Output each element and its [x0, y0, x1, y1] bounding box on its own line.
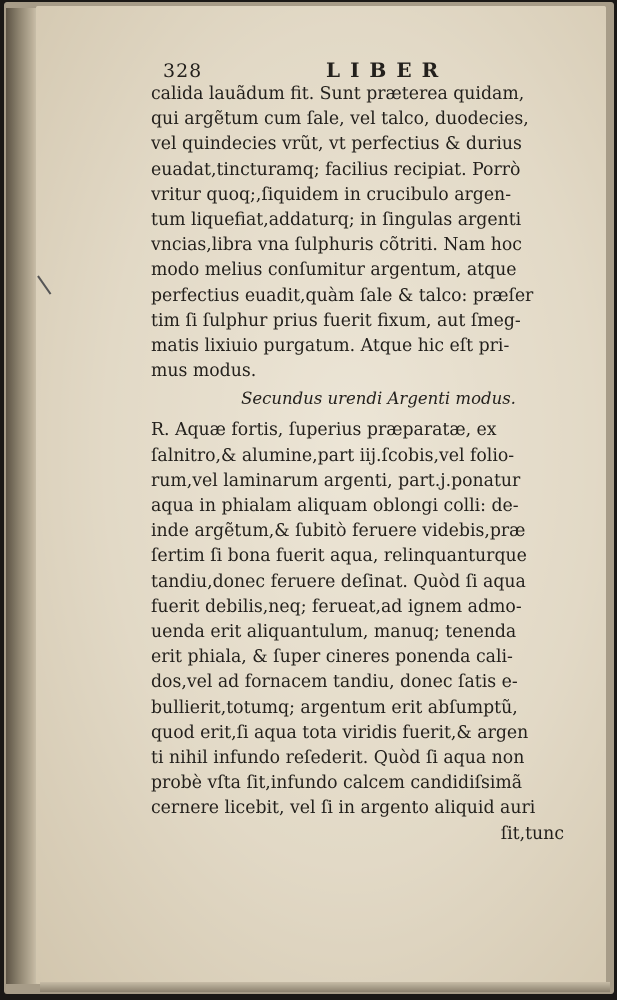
- text-line: vel quindecies vrũt, vt perfectius & durius: [151, 134, 522, 155]
- page-number: 328: [163, 60, 203, 82]
- running-title: LIBER: [326, 58, 449, 82]
- text-line: uenda erit aliquantulum, manuq; tenenda: [151, 622, 517, 643]
- text-line: matis lixiuio purgatum. Atque hic eſt pri-: [151, 336, 510, 357]
- text-line: vncias,libra vna ſulphuris cõtriti. Nam hoc: [151, 235, 522, 256]
- text-line: ſertim ſi bona fuerit aqua, relinquanturque: [151, 546, 527, 567]
- text-line: erit phiala, & ſuper cineres ponenda cali-: [151, 647, 513, 668]
- text-line: qui argẽtum cum ſale, vel talco, duodecies,: [151, 109, 529, 130]
- text-line: aqua in phialam aliquam oblongi colli: de-: [151, 496, 519, 517]
- text-line: calida lauãdum fit. Sunt præterea quidam,: [151, 84, 525, 104]
- text-line: quod erit,ſi aqua tota viridis fuerit,& argen: [151, 722, 529, 743]
- text-line: modo melius conſumitur argentum, atque: [151, 260, 517, 281]
- text-line: tandiu,donec feruere deſinat. Quòd ſi aqua: [151, 571, 526, 592]
- paragraph-1: [151, 82, 576, 384]
- text-line: perfectius euadit,quàm ſale & talco: præſer: [151, 285, 534, 306]
- text-line: R. Aquæ fortis, ſuperius præparatæ, ex: [151, 420, 497, 441]
- text-line: ti nihil infundo reſederit. Quòd ſi aqua non: [151, 748, 525, 769]
- text-line: bullierit,totumq; argentum erit abſumptũ,: [151, 697, 518, 718]
- text-line: euadat,tincturamq; facilius recipiat. Porrò: [151, 159, 521, 180]
- text-line: mus modus.: [151, 361, 257, 382]
- text-line: rum,vel laminarum argenti, part.j.ponatur: [151, 470, 521, 491]
- text-line: inde argẽtum,& ſubitò feruere videbis,præ: [151, 521, 526, 542]
- page-edge: [40, 982, 610, 992]
- page-text: [151, 52, 576, 847]
- text-line: probè vſta ſit,infundo calcem candidiſsimã: [151, 773, 523, 794]
- text-line: tim ſi ſulphur prius fuerit fixum, aut ſmeg-: [151, 310, 521, 331]
- catchword: ſit,tunc: [500, 823, 564, 844]
- book-spine: [6, 8, 40, 984]
- text-line: vritur quoq;,ſiquidem in crucibulo argen-: [151, 184, 512, 205]
- text-line: ſalnitro,& alumine,part iij.ſcobis,vel folio-: [151, 445, 515, 466]
- text-line: tum liquefiat,addaturq; in ſingulas argenti: [151, 210, 522, 231]
- text-line: dos,vel ad fornacem tandiu, donec ſatis e-: [151, 672, 518, 693]
- section-heading: Secundus urendi Argenti modus.: [241, 389, 516, 409]
- text-line: cernere licebit, vel ſi in argento aliquid auri: [151, 798, 536, 819]
- text-line: fuerit debilis,neq; ferueat,ad ignem admo-: [151, 596, 522, 617]
- page-header: [151, 52, 576, 82]
- paragraph-2: [151, 418, 576, 821]
